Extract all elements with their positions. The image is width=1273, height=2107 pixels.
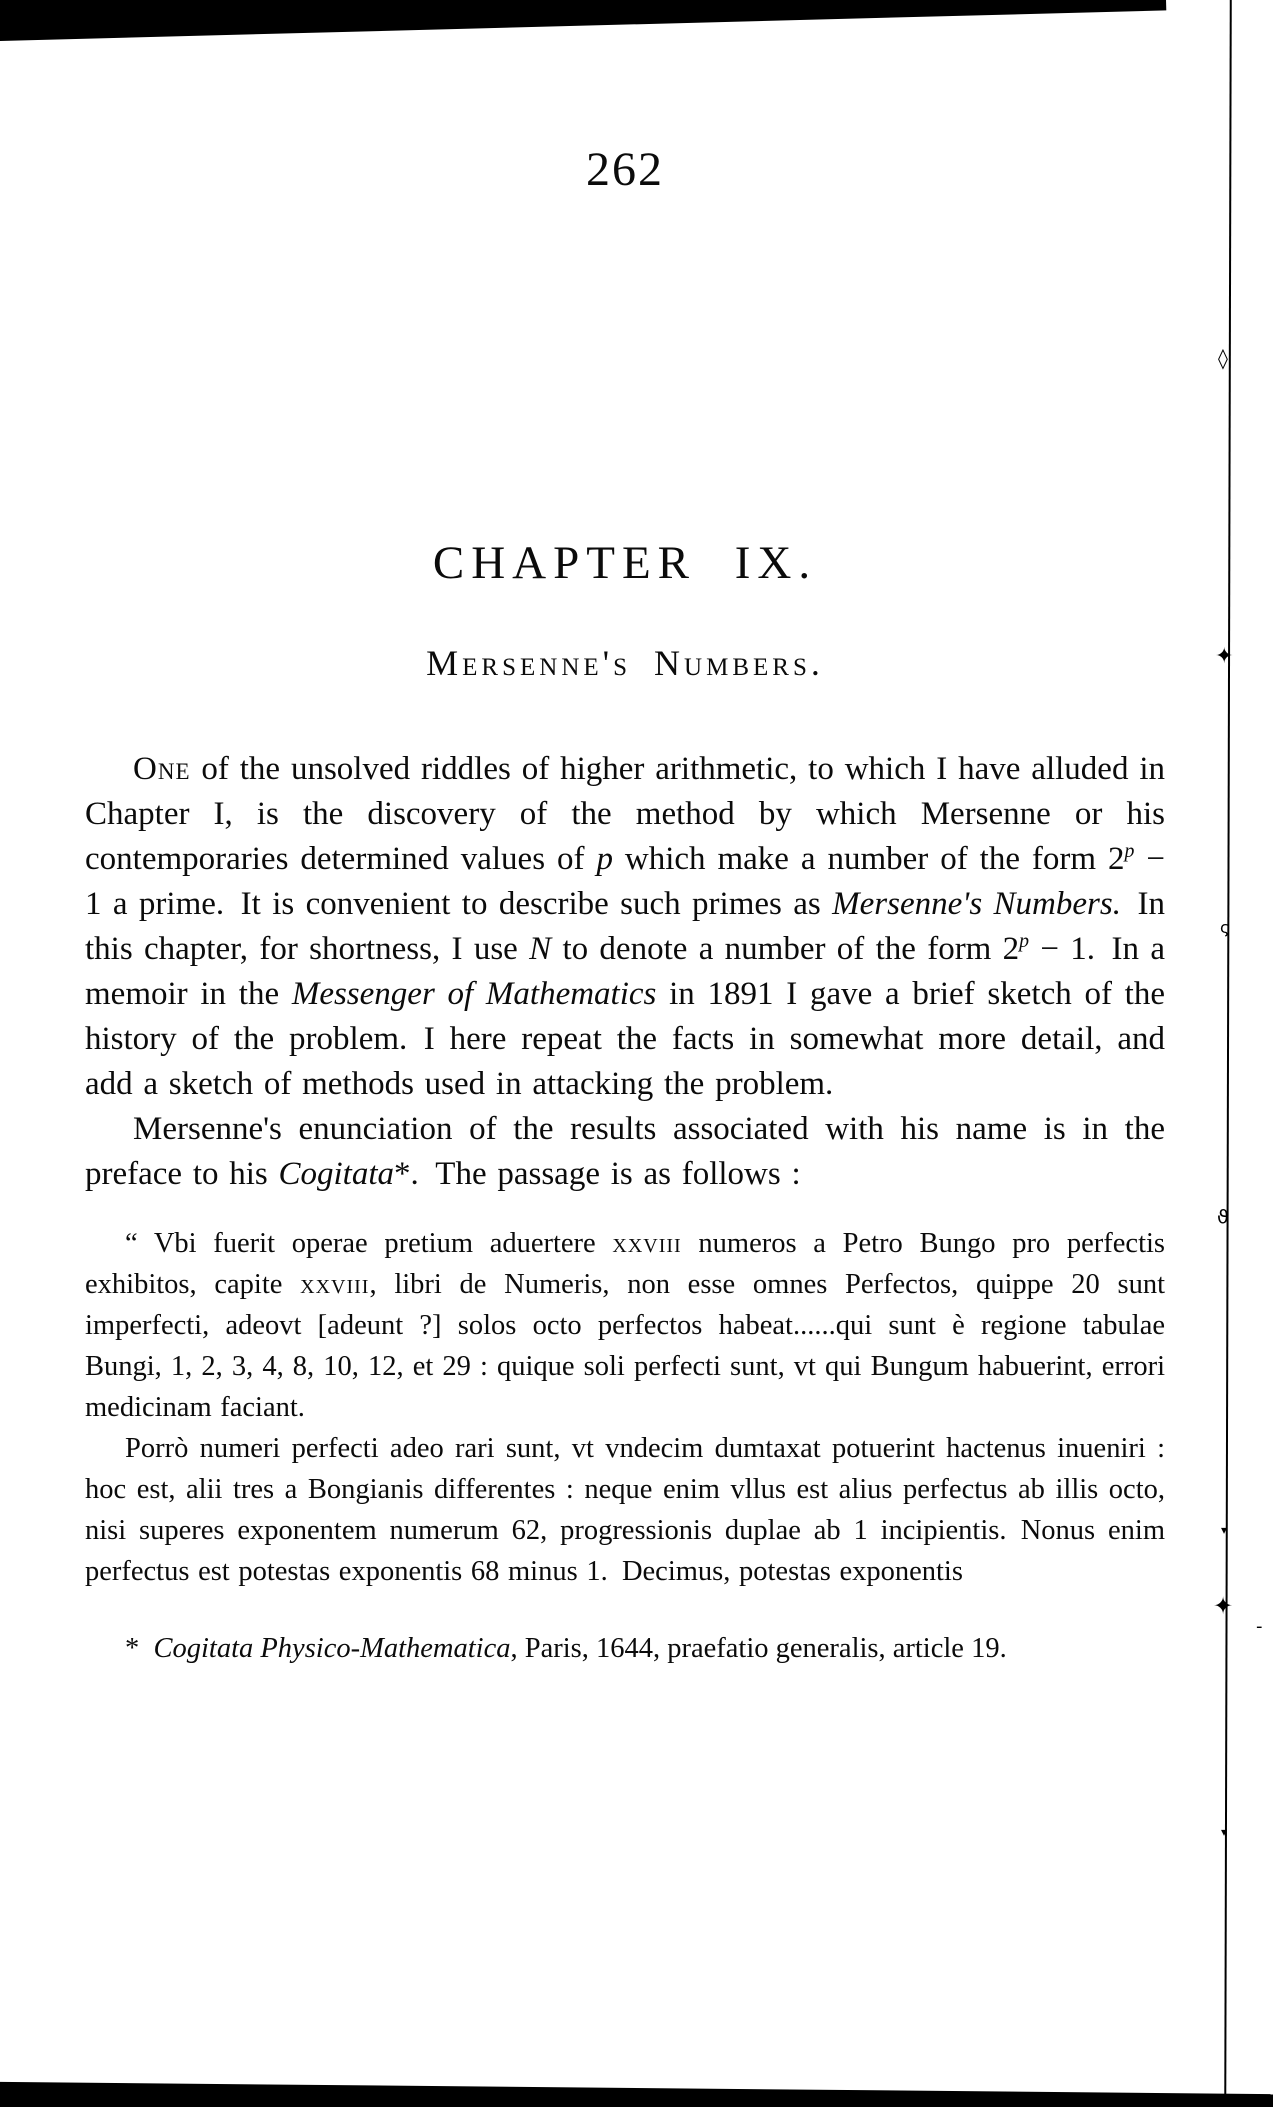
roman-numeral: xxviii	[612, 1228, 682, 1259]
paragraph-intro	[85, 747, 1165, 1107]
italic-run: Messenger of Mathematics	[291, 976, 657, 1012]
math-variable-N: N	[529, 931, 552, 967]
text-run: − 1 a prime. It is convenient to describe such primes as	[85, 841, 1165, 922]
scan-speck: ◊	[1218, 346, 1228, 370]
text-run: to denote a number of the form 2	[551, 931, 1020, 967]
latin-quote-paragraph: Porrò numeri perfecti adeo rari sunt, vt vndecim dumtaxat potuerint hactenus inueniri : hoc est, alii tres a Bongianis differentes : neque enim vllus est alius perfectus ab illis octo, nisi superes exponentem numerum 62, progressionis duplae ab 1 incipientis. Nonus enim perfectus est potestas exponentis 68 minus 1. Decimus, potestas exponentis	[85, 1433, 1165, 1587]
text-run: In this chapter, for shortness, I use	[85, 886, 1165, 967]
exponent-p: p	[1124, 840, 1135, 862]
text-run: “ Vbi fuerit operae pretium aduertere	[125, 1228, 613, 1259]
footnote	[85, 1628, 1165, 1669]
italic-run: Cogitata	[278, 1156, 395, 1192]
text-run: numeros a Petro Bungo pro perfectis exhibitos, capite	[85, 1228, 1165, 1300]
text-run: in 1891 I gave a brief sketch of the history of the problem. I here repeat the facts in somewhat more detail, and add a sketch of methods used in attacking the problem.	[85, 976, 1165, 1102]
scan-speck: ▾	[1221, 1523, 1228, 1537]
page-edge-line	[1224, 0, 1232, 2107]
lead-word: One	[133, 751, 191, 787]
text-run: − 1. In a memoir in the	[85, 931, 1165, 1012]
italic-book-title: Cogitata Physico-Mathematica	[153, 1633, 511, 1664]
roman-numeral: xxviii	[300, 1269, 370, 1300]
chapter-title: CHAPTER IX.	[432, 537, 818, 589]
scan-speck: ϑ	[1217, 1206, 1229, 1228]
scan-speck: ς	[1220, 918, 1230, 937]
exponent-p: p	[1019, 930, 1030, 952]
scan-speck: ✦	[1213, 1592, 1234, 1620]
page-number: 262	[586, 143, 664, 196]
scan-edge-bottom	[0, 2082, 1273, 2107]
scan-speck: ✦	[1215, 644, 1234, 669]
text-run: of the unsolved riddles of higher arithmetic, to which I have alluded in Chapter I, is the discovery of the method by which Mersenne or his contemporaries determined values of	[85, 751, 1165, 877]
paragraph-enunciation	[85, 1107, 1165, 1197]
section-title: Mersenne's Numbers.	[426, 643, 824, 683]
text-run: , Paris, 1644, praefatio generalis, article 19.	[510, 1633, 1007, 1664]
text-column	[85, 0, 1165, 1669]
text-run: which make a number of the form 2	[612, 841, 1125, 877]
text-run: *. The passage is as follows :	[394, 1156, 801, 1192]
scan-speck: ▾	[1221, 1825, 1228, 1839]
math-variable-p: p	[596, 841, 613, 877]
italic-run: Mersenne's Numbers.	[832, 886, 1121, 922]
footnote-marker: *	[125, 1633, 154, 1664]
scan-speck: -	[1256, 1616, 1263, 1637]
text-run: , libri de Numeris, non esse omnes Perfectos, quippe 20 sunt imperfecti, adeovt [adeunt ?] solos octo perfectos habeat......qui sunt è regione tabulae Bungi, 1, 2, 3, 4, 8, 10, 12, et 29 : quique soli perfecti sunt, vt qui Bungum habuerint, errori medicinam faciant.	[85, 1269, 1166, 1423]
latin-quote-paragraph	[85, 1223, 1165, 1428]
text-run: Mersenne's enunciation of the results associated with his name is in the preface to his	[85, 1111, 1165, 1192]
